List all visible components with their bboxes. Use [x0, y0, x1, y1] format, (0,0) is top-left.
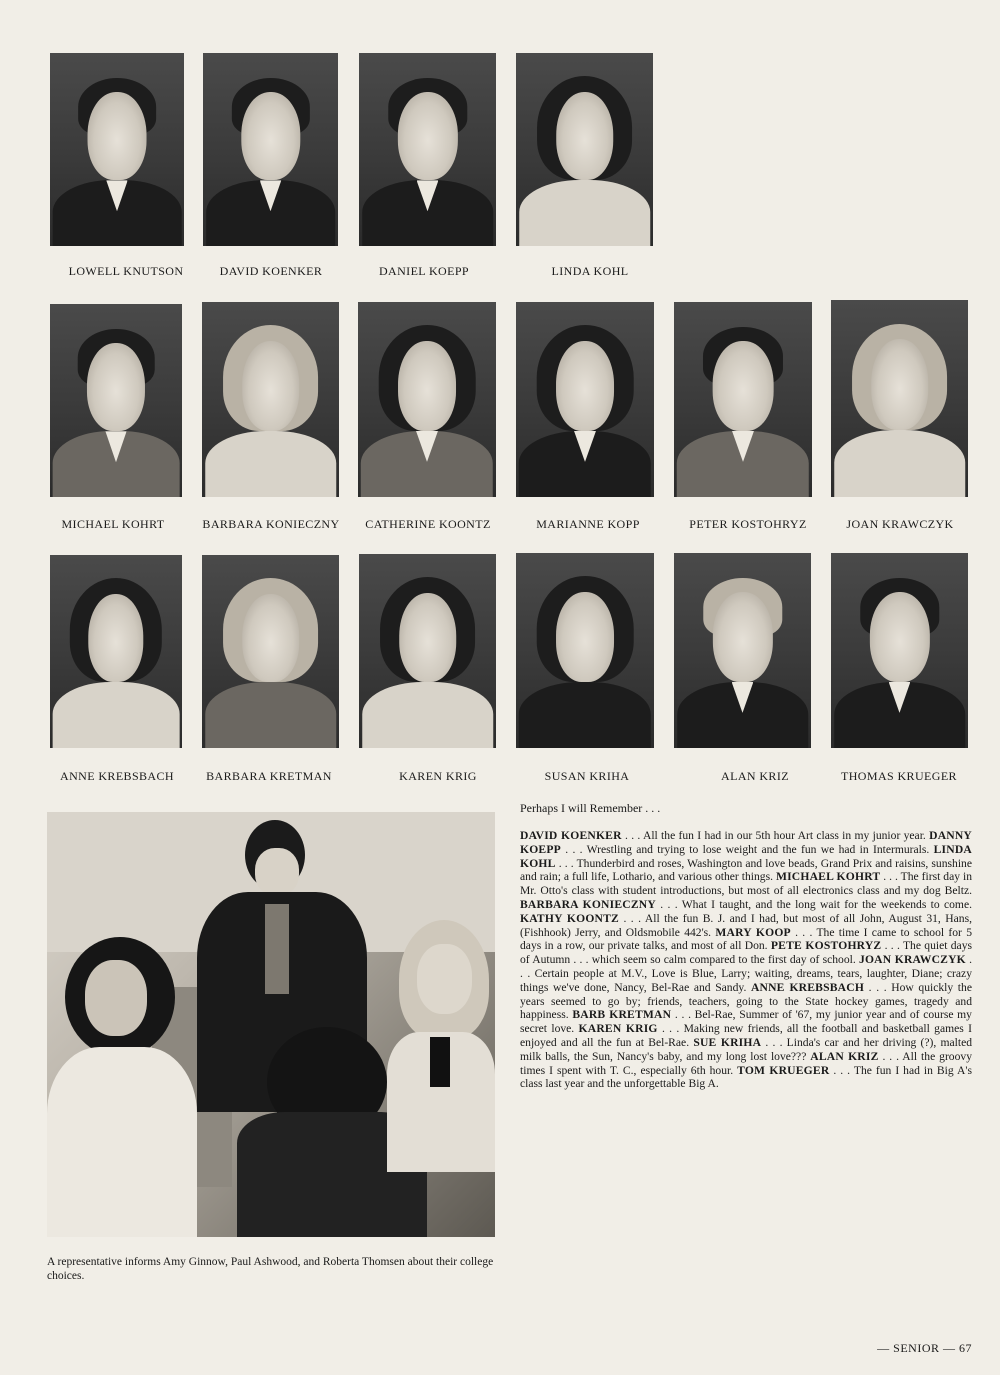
remember-entry-name: PETE KOSTOHRYZ: [770, 939, 882, 953]
remember-entry-name: BARBARA KONIECZNY: [520, 897, 656, 911]
portrait-photo: [202, 302, 339, 497]
student-name: JOAN KRAWCZYK: [846, 517, 954, 531]
portrait-photo: [516, 553, 654, 748]
remember-entry-name: KATHY KOONTZ: [520, 911, 619, 925]
student-name: PETER KOSTOHRYZ: [689, 517, 807, 531]
portrait-photo: [359, 554, 496, 748]
student-name: ANNE KREBSBACH: [60, 769, 174, 783]
student-name: KAREN KRIG: [399, 769, 477, 783]
remember-entry-text: . . . Wrestling and trying to lose weight and the fun we had in Intermurals.: [560, 842, 934, 856]
student-name: MARIANNE KOPP: [536, 517, 640, 531]
remember-entry-text: . . . The time I came to school for 5 days in a row, our private talks, and most of all Don.: [520, 925, 973, 953]
portrait-photo: [516, 302, 654, 497]
student-name: ALAN KRIZ: [721, 769, 789, 783]
portrait-photo: [50, 555, 182, 748]
remember-entry-text: . . . Bel-Rae, Summer of '67, my junior year and of course my secret love.: [520, 1008, 972, 1036]
remember-entry-name: ALAN KRIZ: [810, 1049, 879, 1063]
portrait-photo: [674, 302, 812, 497]
group-photo: [47, 812, 495, 1237]
remember-entry-text: . . . Certain people at M.V., Love is Blue, Larry; waiting, dreams, tears, laughter, Diane; crazy things we've done, Nancy, Bel-Rae and Sandy.: [520, 953, 972, 994]
remember-entry-name: MARY KOOP: [715, 925, 791, 939]
remember-entry-name: JOAN KRAWCZYK: [858, 953, 966, 967]
student-name: THOMAS KRUEGER: [841, 769, 957, 783]
student-name: LINDA KOHL: [551, 264, 629, 278]
remember-entry-text: . . . The quiet days of Autumn . . . which seem so calm compared to the first day of school.: [520, 939, 972, 967]
portrait-photo: [358, 302, 496, 497]
remember-entry-text: . . . The fun I had in Big A's class last year and the unforgettable Big A.: [520, 1063, 972, 1091]
student-name: CATHERINE KOONTZ: [365, 517, 491, 531]
portrait-photo: [516, 53, 653, 246]
remember-entry-text: . . . Thunderbird and roses, Washington and love beads, Grand Prix and raisins, sunshine and rain; a full life, Lothario, and various other things.: [520, 856, 972, 884]
remember-entry-text: . . . All the fun B. J. and I had, but most of all John, August 31, Hans, (Fishhook) Jerry, and Oldsmobile 442's.: [520, 911, 972, 939]
remember-entry-name: ANNE KREBSBACH: [750, 980, 865, 994]
remember-entry-text: . . . What I taught, and the long wait for the weekends to come.: [655, 897, 972, 911]
remember-entry-name: MICHAEL KOHRT: [775, 870, 881, 884]
portrait-photo: [674, 553, 811, 748]
remember-entry-name: TOM KRUEGER: [737, 1063, 830, 1077]
remember-entry-text: . . . Making new friends, all the football and basketball games I enjoyed and all the fun at Bel-Rae.: [520, 1022, 972, 1049]
portrait-photo: [831, 300, 968, 497]
remember-entry-name: BARB KRETMAN: [572, 1008, 672, 1022]
remember-entry-name: DANNY KOEPP: [520, 829, 972, 856]
remember-entry-name: KAREN KRIG: [578, 1022, 658, 1036]
remember-entry-name: LINDA KOHL: [520, 842, 972, 870]
remember-entry-text: . . . The first day in Mr. Otto's class with student introductions, but most of all electronics class and my dog Beltz.: [520, 870, 972, 898]
student-name: DANIEL KOEPP: [378, 264, 470, 278]
remember-entry-text: . . . How quickly the years seemed to go by; friends, teachers, going to the State hockey games, tragedy and happiness.: [520, 980, 972, 1022]
portrait-photo: [831, 553, 968, 748]
student-name: MICHAEL KOHRT: [61, 517, 165, 531]
remember-text: [520, 829, 972, 1091]
group-photo-caption: A representative informs Amy Ginnow, Paul Ashwood, and Roberta Thomsen about their college choices.: [47, 1256, 494, 1282]
student-name: LOWELL KNUTSON: [68, 264, 184, 278]
remember-entry-text: . . . All the groovy times I spent with T. C., especially 6th hour.: [520, 1049, 972, 1077]
student-name: BARBARA KRETMAN: [206, 769, 332, 783]
portrait-photo: [202, 555, 339, 748]
student-name: DAVID KOENKER: [219, 264, 323, 278]
portrait-photo: [50, 53, 184, 246]
student-name: SUSAN KRIHA: [544, 769, 630, 783]
remember-entry-name: SUE KRIHA: [693, 1035, 762, 1049]
portrait-photo: [50, 304, 182, 497]
remember-title: Perhaps I will Remember . . .: [520, 801, 661, 815]
remember-entry-text: . . . Linda's car and her driving (?), malted milk balls, the Sun, Nancy's baby, and my long lost love???: [520, 1035, 973, 1063]
portrait-photo: [359, 53, 496, 246]
student-name: BARBARA KONIECZNY: [202, 517, 340, 531]
remember-entry-text: . . . All the fun I had in our 5th hour Art class in my junior year.: [621, 829, 930, 842]
page-footer: — SENIOR — 67: [877, 1341, 972, 1355]
remember-entry-name: DAVID KOENKER: [520, 829, 622, 842]
portrait-photo: [203, 53, 338, 246]
